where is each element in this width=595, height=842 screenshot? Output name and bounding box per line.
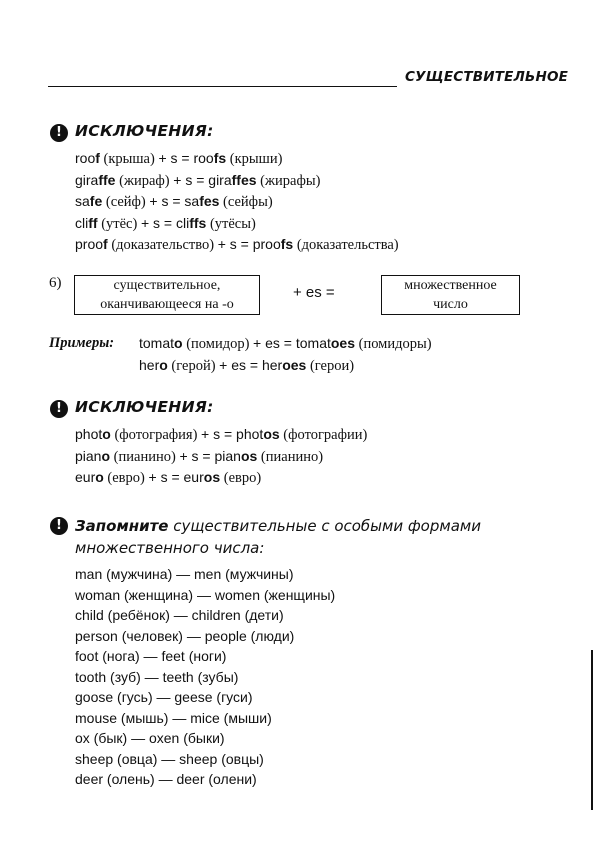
- plural-box: [381, 275, 520, 315]
- text-segment: roo: [75, 150, 96, 166]
- warning-icon: !: [50, 124, 68, 142]
- list-item: [139, 355, 432, 377]
- text-segment: ffs: [189, 214, 207, 231]
- rule-number: 6): [49, 275, 62, 291]
- list-item: deer (олень) — deer (олени): [75, 771, 257, 787]
- box-line: оканчивающееся на -о: [100, 297, 234, 312]
- text-segment: (герой): [167, 357, 220, 374]
- text-segment: (утёс): [97, 215, 141, 232]
- text-segment: o: [159, 356, 168, 373]
- list-item: [75, 170, 399, 192]
- list-item: mouse (мышь) — mice (мыши): [75, 709, 272, 726]
- list-item: [75, 234, 399, 256]
- text-segment: (крыши): [226, 151, 283, 167]
- text-segment: (утёсы): [206, 215, 256, 232]
- list-item: ox (бык) — oxen (быки): [75, 730, 225, 746]
- list-item: goose (гусь) — geese (гуси): [75, 689, 253, 705]
- text-segment: (герои): [306, 357, 355, 374]
- text-segment: oes: [330, 335, 355, 351]
- list-item: [75, 148, 399, 170]
- text-segment: o: [174, 335, 183, 351]
- irregular-plurals-list: [75, 564, 335, 790]
- text-segment: tomat: [139, 335, 175, 351]
- list-item: [75, 467, 367, 489]
- text-segment: (сейфы): [219, 194, 273, 210]
- list-item: sheep (овца) — sheep (овцы): [75, 750, 264, 767]
- header-rule: [48, 86, 397, 87]
- list-item: man (мужчина) — men (мужчины): [75, 566, 294, 582]
- text-segment: (пианино): [257, 448, 324, 465]
- exceptions-heading: ИСКЛЮЧЕНИЯ:: [75, 398, 214, 416]
- list-item: foot (нога) — feet (ноги): [75, 648, 227, 664]
- examples-label: Примеры:: [49, 335, 115, 351]
- text-segment: os: [240, 447, 258, 464]
- exceptions-list: [75, 148, 399, 256]
- remember-note: [75, 515, 481, 559]
- text-segment: cli: [75, 214, 89, 231]
- text-segment: (помидор): [182, 336, 254, 352]
- list-item: tooth (зуб) — teeth (зубы): [75, 668, 239, 685]
- text-segment: (доказательства): [293, 237, 399, 253]
- text-segment: sa: [75, 193, 90, 209]
- text-segment: o: [101, 447, 111, 464]
- text-segment: f: [103, 236, 108, 252]
- text-segment: + s = eur: [148, 469, 204, 485]
- box-line: существительное,: [113, 278, 221, 293]
- text-segment: (сейф): [102, 194, 150, 210]
- section-title: СУЩЕСТВИТЕЛЬНОЕ: [405, 69, 569, 85]
- list-item: person (человек) — people (люди): [75, 627, 295, 644]
- text-segment: oes: [282, 356, 307, 373]
- list-item: [75, 424, 367, 446]
- box-line: множественное: [404, 278, 497, 293]
- text-segment: eur: [75, 469, 96, 485]
- exceptions-heading: ИСКЛЮЧЕНИЯ:: [75, 122, 214, 140]
- text-segment: + s = sa: [149, 193, 200, 209]
- text-segment: fs: [213, 150, 227, 166]
- text-segment: proo: [75, 236, 104, 252]
- text-segment: fs: [280, 236, 294, 252]
- text-segment: os: [263, 426, 280, 442]
- text-segment: ff: [88, 214, 98, 231]
- text-segment: + s = pian: [179, 447, 241, 464]
- text-segment: (фотографии): [279, 427, 368, 443]
- text-segment: (жирафы): [256, 172, 321, 189]
- list-item: child (ребёнок) — children (дети): [75, 607, 284, 623]
- text-segment: fe: [89, 193, 103, 209]
- list-item: [75, 446, 367, 468]
- text-segment: (евро): [103, 470, 149, 486]
- list-item: [75, 213, 399, 235]
- text-segment: (помидоры): [355, 336, 432, 352]
- text-segment: pian: [75, 447, 102, 464]
- list-item: [139, 333, 432, 355]
- text-segment: + s = phot: [201, 426, 264, 442]
- text-segment: (пианино): [110, 448, 180, 465]
- text-segment: o: [95, 469, 104, 485]
- examples-list: [139, 333, 432, 376]
- warning-icon: !: [50, 517, 68, 535]
- text-segment: phot: [75, 426, 103, 442]
- text-segment: (жираф): [115, 172, 174, 189]
- plus-es-operator: + es =: [293, 284, 335, 301]
- box-line: число: [433, 297, 468, 312]
- text-segment: os: [203, 469, 221, 485]
- page-edge-mark: [591, 650, 593, 810]
- remember-emphasis: Запомните: [75, 517, 169, 535]
- text-segment: (евро): [220, 470, 262, 486]
- text-segment: + s = cli: [140, 214, 190, 231]
- text-segment: + s = roo: [158, 150, 214, 166]
- text-segment: (крыша): [99, 151, 159, 167]
- text-segment: o: [102, 426, 111, 442]
- text-segment: (доказательство): [107, 237, 218, 253]
- text-segment: fes: [199, 193, 220, 209]
- exceptions-list: [75, 424, 367, 489]
- remember-text: множественного числа:: [75, 539, 265, 557]
- warning-icon: !: [50, 400, 68, 418]
- text-segment: (фотография): [110, 427, 202, 443]
- text-segment: + s = proo: [217, 236, 281, 252]
- text-segment: ffes: [231, 171, 257, 188]
- list-item: [75, 191, 399, 213]
- noun-ending-o-box: [74, 275, 260, 315]
- list-item: woman (женщина) — women (женщины): [75, 586, 336, 603]
- text-segment: + es = her: [219, 356, 283, 373]
- text-segment: gira: [75, 171, 99, 188]
- text-segment: f: [95, 150, 100, 166]
- text-segment: her: [139, 356, 160, 373]
- remember-text: существительные с особыми формами: [168, 517, 481, 535]
- text-segment: ffe: [98, 171, 116, 188]
- text-segment: + es = tomat: [253, 335, 331, 351]
- text-segment: + s = gira: [173, 171, 232, 188]
